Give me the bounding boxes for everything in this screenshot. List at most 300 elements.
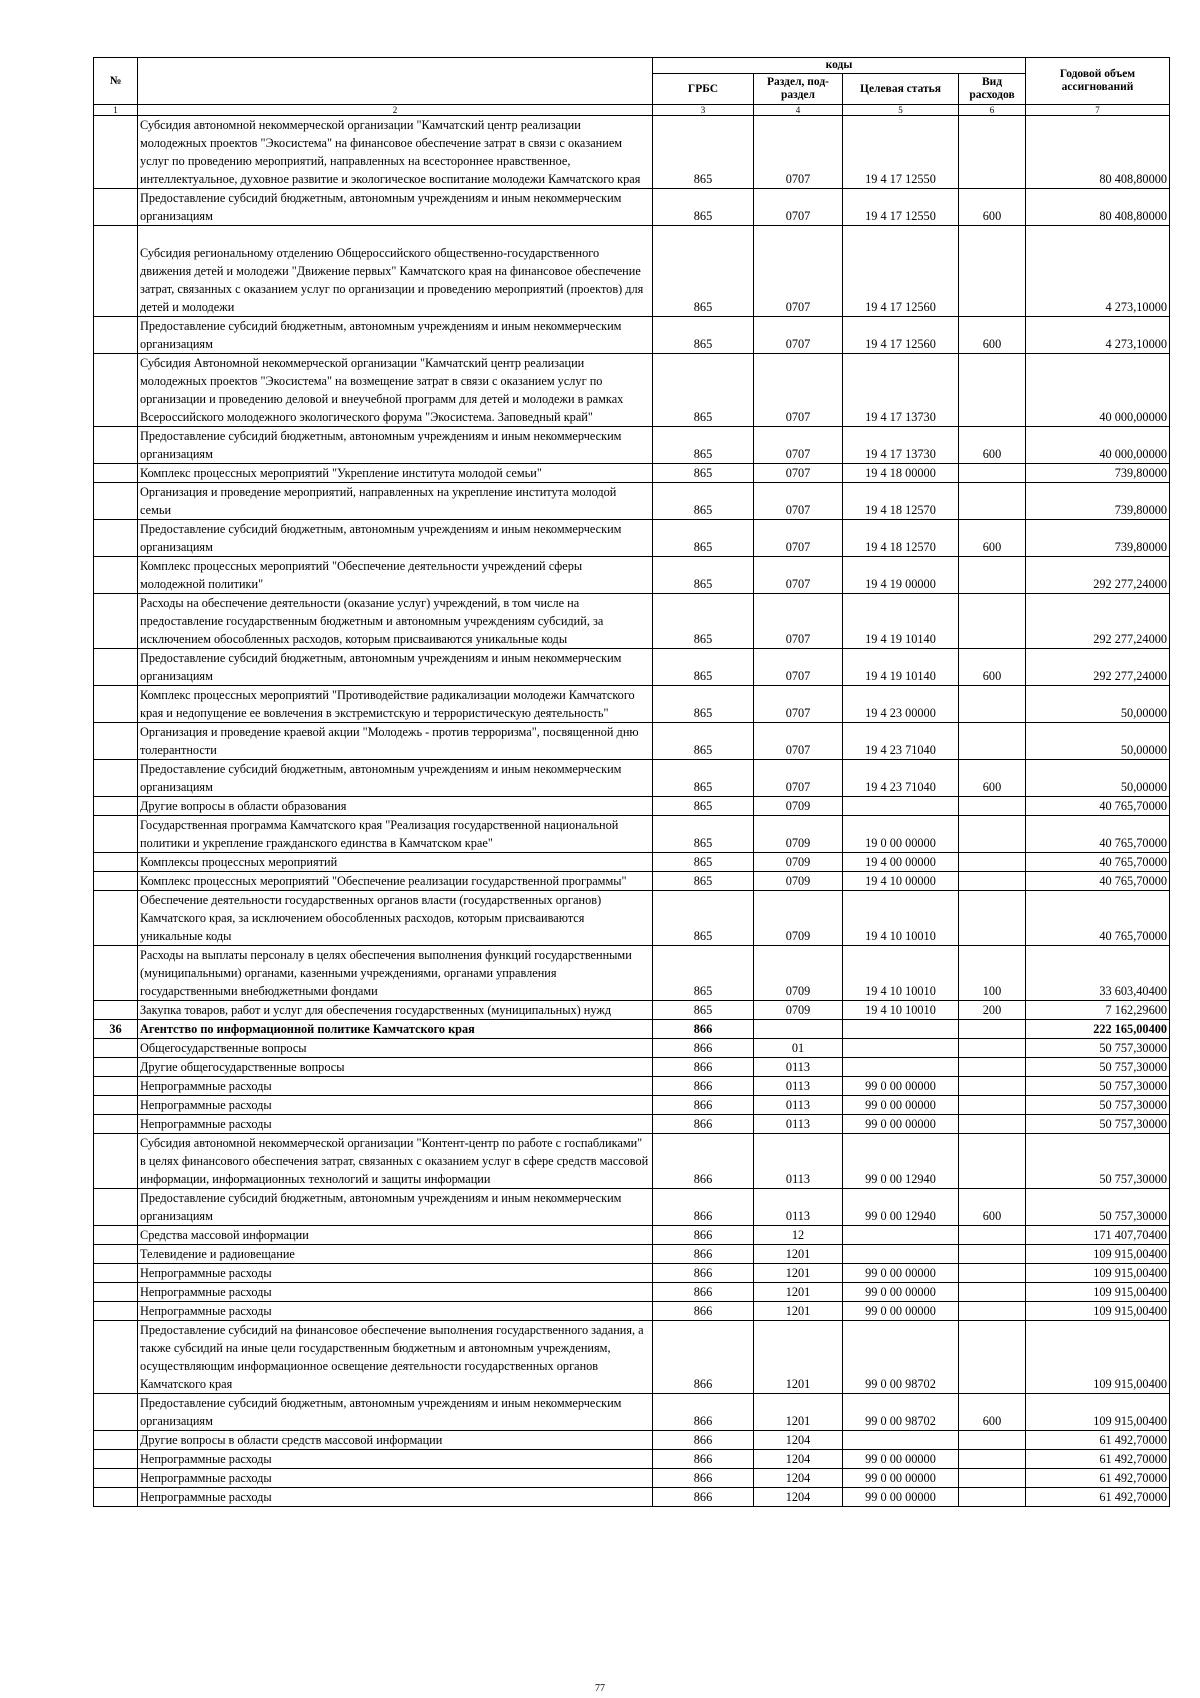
row-section: 0113 bbox=[754, 1189, 843, 1226]
table-row bbox=[94, 226, 1170, 317]
page-number: 77 bbox=[595, 1683, 605, 1694]
row-amount: 4 273,10000 bbox=[1026, 317, 1170, 354]
row-section: 0707 bbox=[754, 116, 843, 189]
row-grbs: 866 bbox=[653, 1450, 754, 1469]
row-grbs: 865 bbox=[653, 1001, 754, 1020]
row-amount: 40 765,70000 bbox=[1026, 816, 1170, 853]
row-grbs: 866 bbox=[653, 1488, 754, 1507]
row-grbs: 866 bbox=[653, 1077, 754, 1096]
row-grbs: 866 bbox=[653, 1302, 754, 1321]
row-grbs: 865 bbox=[653, 557, 754, 594]
row-name: Предоставление субсидий на финансовое обеспечение выполнения государственного задания, а также субсидий на иные цели государственным бюджетным и автономным учреждениям, осуществляющим информационное освещение деятельности государственных органов Камчатского края bbox=[138, 1321, 653, 1394]
table-row bbox=[94, 483, 1170, 520]
row-number bbox=[94, 1134, 138, 1189]
row-grbs: 865 bbox=[653, 872, 754, 891]
row-target bbox=[843, 1020, 959, 1039]
row-section: 0709 bbox=[754, 872, 843, 891]
row-target: 99 0 00 98702 bbox=[843, 1321, 959, 1394]
row-section: 0707 bbox=[754, 520, 843, 557]
row-grbs: 865 bbox=[653, 226, 754, 317]
row-name: Субсидия автономной некоммерческой организации "Камчатский центр реализации молодежных проектов "Экосистема" на финансовое обеспечение затрат в связи с оказанием услуг по проведению мероприятий, направленных на всестороннее нравственное, интеллектуальное, духовное развитие и экологическое воспитание молодежи Камчатского края bbox=[138, 116, 653, 189]
table-row bbox=[94, 1450, 1170, 1469]
row-grbs: 866 bbox=[653, 1189, 754, 1226]
row-expense-type bbox=[959, 1039, 1026, 1058]
row-target: 19 4 19 10140 bbox=[843, 594, 959, 649]
table-row bbox=[94, 354, 1170, 427]
row-name: Непрограммные расходы bbox=[138, 1077, 653, 1096]
row-amount: 50 757,30000 bbox=[1026, 1039, 1170, 1058]
row-target bbox=[843, 1039, 959, 1058]
row-target bbox=[843, 1431, 959, 1450]
row-expense-type: 600 bbox=[959, 520, 1026, 557]
table-row bbox=[94, 1264, 1170, 1283]
col-number: 6 bbox=[959, 105, 1026, 116]
row-number bbox=[94, 1039, 138, 1058]
row-number bbox=[94, 1321, 138, 1394]
table-row bbox=[94, 594, 1170, 649]
table-row bbox=[94, 1077, 1170, 1096]
row-section: 0113 bbox=[754, 1134, 843, 1189]
row-section: 0709 bbox=[754, 797, 843, 816]
row-section: 0113 bbox=[754, 1058, 843, 1077]
row-target bbox=[843, 797, 959, 816]
row-section: 0707 bbox=[754, 557, 843, 594]
row-target: 19 4 10 10010 bbox=[843, 946, 959, 1001]
row-expense-type: 600 bbox=[959, 1394, 1026, 1431]
row-target: 99 0 00 12940 bbox=[843, 1134, 959, 1189]
row-expense-type bbox=[959, 891, 1026, 946]
row-name: Предоставление субсидий бюджетным, автономным учреждениям и иным некоммерческим организациям bbox=[138, 649, 653, 686]
row-section: 0707 bbox=[754, 760, 843, 797]
row-section: 0707 bbox=[754, 354, 843, 427]
row-section: 1201 bbox=[754, 1245, 843, 1264]
row-section: 1201 bbox=[754, 1264, 843, 1283]
row-number bbox=[94, 1394, 138, 1431]
table-row bbox=[94, 797, 1170, 816]
row-grbs: 866 bbox=[653, 1264, 754, 1283]
row-grbs: 865 bbox=[653, 797, 754, 816]
row-expense-type bbox=[959, 1134, 1026, 1189]
row-target: 19 4 18 12570 bbox=[843, 483, 959, 520]
row-target: 99 0 00 00000 bbox=[843, 1115, 959, 1134]
row-section: 0707 bbox=[754, 427, 843, 464]
row-target: 19 0 00 00000 bbox=[843, 816, 959, 853]
row-amount: 109 915,00400 bbox=[1026, 1264, 1170, 1283]
col-number: 5 bbox=[843, 105, 959, 116]
row-amount: 109 915,00400 bbox=[1026, 1394, 1170, 1431]
table-row bbox=[94, 1134, 1170, 1189]
row-name: Телевидение и радиовещание bbox=[138, 1245, 653, 1264]
row-section: 1201 bbox=[754, 1283, 843, 1302]
row-section: 0707 bbox=[754, 649, 843, 686]
row-expense-type bbox=[959, 1302, 1026, 1321]
row-amount: 292 277,24000 bbox=[1026, 649, 1170, 686]
header-section: Раздел, под-раздел bbox=[754, 74, 843, 105]
table-row bbox=[94, 872, 1170, 891]
row-grbs: 866 bbox=[653, 1115, 754, 1134]
table-row bbox=[94, 1189, 1170, 1226]
row-target: 99 0 00 00000 bbox=[843, 1469, 959, 1488]
table-row bbox=[94, 1039, 1170, 1058]
row-number bbox=[94, 354, 138, 427]
row-expense-type bbox=[959, 464, 1026, 483]
row-amount: 80 408,80000 bbox=[1026, 189, 1170, 226]
table-row bbox=[94, 189, 1170, 226]
row-name: Комплекс процессных мероприятий "Противодействие радикализации молодежи Камчатского края и недопущение ее вовлечения в экстремистскую и террористическую деятельность" bbox=[138, 686, 653, 723]
table-row bbox=[94, 760, 1170, 797]
row-section: 0707 bbox=[754, 483, 843, 520]
row-section: 0709 bbox=[754, 1001, 843, 1020]
row-name: Общегосударственные вопросы bbox=[138, 1039, 653, 1058]
row-grbs: 866 bbox=[653, 1431, 754, 1450]
table-row bbox=[94, 1096, 1170, 1115]
row-grbs: 865 bbox=[653, 723, 754, 760]
row-grbs: 866 bbox=[653, 1058, 754, 1077]
header-name bbox=[138, 58, 653, 105]
row-amount: 33 603,40400 bbox=[1026, 946, 1170, 1001]
table-row bbox=[94, 686, 1170, 723]
row-name: Агентство по информационной политике Камчатского края bbox=[138, 1020, 653, 1039]
table-row bbox=[94, 891, 1170, 946]
row-grbs: 865 bbox=[653, 853, 754, 872]
col-number: 2 bbox=[138, 105, 653, 116]
row-name: Организация и проведение мероприятий, направленных на укрепление института молодой семьи bbox=[138, 483, 653, 520]
table-row bbox=[94, 1226, 1170, 1245]
table-row bbox=[94, 116, 1170, 189]
row-name: Комплекс процессных мероприятий "Обеспечение деятельности учреждений сферы молодежной политики" bbox=[138, 557, 653, 594]
row-grbs: 866 bbox=[653, 1134, 754, 1189]
row-expense-type bbox=[959, 816, 1026, 853]
row-name: Расходы на обеспечение деятельности (оказание услуг) учреждений, в том числе на предоставление государственным бюджетным и автономным учреждениям субсидий, за исключением обособленных расходов, которым присваиваются уникальные коды bbox=[138, 594, 653, 649]
row-number bbox=[94, 594, 138, 649]
table-row bbox=[94, 1302, 1170, 1321]
row-expense-type bbox=[959, 872, 1026, 891]
row-section: 1204 bbox=[754, 1488, 843, 1507]
row-name: Субсидия региональному отделению Общероссийского общественно-государственного движения детей и молодежи "Движение первых" Камчатского края на финансовое обеспечение затрат, связанных с оказанием услуг по организации и проведению мероприятий (проектов) для детей и молодежи bbox=[138, 226, 653, 317]
row-target: 99 0 00 12940 bbox=[843, 1189, 959, 1226]
row-name: Предоставление субсидий бюджетным, автономным учреждениям и иным некоммерческим организациям bbox=[138, 427, 653, 464]
row-expense-type bbox=[959, 1077, 1026, 1096]
row-number bbox=[94, 1264, 138, 1283]
table-row bbox=[94, 464, 1170, 483]
row-grbs: 865 bbox=[653, 354, 754, 427]
row-grbs: 865 bbox=[653, 891, 754, 946]
row-amount: 61 492,70000 bbox=[1026, 1431, 1170, 1450]
row-name: Другие вопросы в области средств массовой информации bbox=[138, 1431, 653, 1450]
row-amount: 222 165,00400 bbox=[1026, 1020, 1170, 1039]
row-target: 19 4 17 13730 bbox=[843, 354, 959, 427]
row-number bbox=[94, 1245, 138, 1264]
row-expense-type: 200 bbox=[959, 1001, 1026, 1020]
table-row bbox=[94, 1001, 1170, 1020]
table-row bbox=[94, 723, 1170, 760]
row-number bbox=[94, 1283, 138, 1302]
row-grbs: 866 bbox=[653, 1469, 754, 1488]
row-name: Обеспечение деятельности государственных органов власти (государственных органов) Камчатского края, за исключением обособленных расходов, которым присваиваются уникальные коды bbox=[138, 891, 653, 946]
row-expense-type bbox=[959, 1020, 1026, 1039]
row-section: 0709 bbox=[754, 891, 843, 946]
row-target: 19 4 23 00000 bbox=[843, 686, 959, 723]
row-amount: 40 765,70000 bbox=[1026, 797, 1170, 816]
table-row bbox=[94, 1058, 1170, 1077]
table-row bbox=[94, 1488, 1170, 1507]
row-number bbox=[94, 226, 138, 317]
row-target: 99 0 00 00000 bbox=[843, 1302, 959, 1321]
row-amount: 61 492,70000 bbox=[1026, 1488, 1170, 1507]
row-section: 1201 bbox=[754, 1302, 843, 1321]
row-target: 99 0 00 98702 bbox=[843, 1394, 959, 1431]
row-expense-type: 600 bbox=[959, 1189, 1026, 1226]
row-section: 0709 bbox=[754, 946, 843, 1001]
row-number bbox=[94, 872, 138, 891]
row-number bbox=[94, 1488, 138, 1507]
row-name: Предоставление субсидий бюджетным, автономным учреждениям и иным некоммерческим организациям bbox=[138, 760, 653, 797]
row-grbs: 865 bbox=[653, 189, 754, 226]
row-expense-type bbox=[959, 1096, 1026, 1115]
row-expense-type bbox=[959, 116, 1026, 189]
row-number bbox=[94, 1077, 138, 1096]
row-grbs: 866 bbox=[653, 1096, 754, 1115]
row-amount: 50 757,30000 bbox=[1026, 1134, 1170, 1189]
row-name: Субсидия Автономной некоммерческой организации "Камчатский центр реализации молодежных проектов "Экосистема" на возмещение затрат в связи с оказанием услуг по организации и проведению деловой и внеучебной программ для детей и молодежи в рамках Всероссийского молодежного экологического форума "Экосистема. Заповедный край" bbox=[138, 354, 653, 427]
row-number bbox=[94, 686, 138, 723]
row-section: 0707 bbox=[754, 594, 843, 649]
row-expense-type: 600 bbox=[959, 760, 1026, 797]
row-target: 99 0 00 00000 bbox=[843, 1283, 959, 1302]
row-number bbox=[94, 723, 138, 760]
row-expense-type bbox=[959, 797, 1026, 816]
row-grbs: 865 bbox=[653, 427, 754, 464]
row-target: 19 4 18 00000 bbox=[843, 464, 959, 483]
row-amount: 7 162,29600 bbox=[1026, 1001, 1170, 1020]
row-expense-type bbox=[959, 686, 1026, 723]
row-name: Комплекс процессных мероприятий "Укрепление института молодой семьи" bbox=[138, 464, 653, 483]
row-expense-type bbox=[959, 1450, 1026, 1469]
row-amount: 50 757,30000 bbox=[1026, 1077, 1170, 1096]
row-amount: 80 408,80000 bbox=[1026, 116, 1170, 189]
row-number bbox=[94, 520, 138, 557]
row-target: 19 4 10 00000 bbox=[843, 872, 959, 891]
row-grbs: 866 bbox=[653, 1394, 754, 1431]
header-target: Целевая статья bbox=[843, 74, 959, 105]
row-target: 19 4 00 00000 bbox=[843, 853, 959, 872]
row-name: Средства массовой информации bbox=[138, 1226, 653, 1245]
row-target: 19 4 23 71040 bbox=[843, 723, 959, 760]
row-number bbox=[94, 946, 138, 1001]
row-amount: 292 277,24000 bbox=[1026, 557, 1170, 594]
row-grbs: 865 bbox=[653, 946, 754, 1001]
row-amount: 739,80000 bbox=[1026, 520, 1170, 557]
row-target: 19 4 19 00000 bbox=[843, 557, 959, 594]
row-target: 19 4 17 12550 bbox=[843, 116, 959, 189]
row-name: Непрограммные расходы bbox=[138, 1302, 653, 1321]
row-name: Непрограммные расходы bbox=[138, 1488, 653, 1507]
header-exp-type: Вид расходов bbox=[959, 74, 1026, 105]
table-row bbox=[94, 1469, 1170, 1488]
col-number: 3 bbox=[653, 105, 754, 116]
row-amount: 109 915,00400 bbox=[1026, 1302, 1170, 1321]
row-section: 0709 bbox=[754, 853, 843, 872]
row-grbs: 865 bbox=[653, 686, 754, 723]
row-name: Непрограммные расходы bbox=[138, 1115, 653, 1134]
row-section: 12 bbox=[754, 1226, 843, 1245]
row-section: 0113 bbox=[754, 1115, 843, 1134]
row-expense-type bbox=[959, 557, 1026, 594]
row-expense-type bbox=[959, 1488, 1026, 1507]
row-number bbox=[94, 649, 138, 686]
row-section: 0707 bbox=[754, 686, 843, 723]
row-target: 99 0 00 00000 bbox=[843, 1488, 959, 1507]
row-number bbox=[94, 116, 138, 189]
row-section: 0707 bbox=[754, 226, 843, 317]
row-target: 19 4 17 12560 bbox=[843, 226, 959, 317]
header-amount: Годовой объем ассигнований bbox=[1026, 58, 1170, 105]
row-name: Комплекс процессных мероприятий "Обеспечение реализации государственной программы" bbox=[138, 872, 653, 891]
row-target: 19 4 23 71040 bbox=[843, 760, 959, 797]
row-number bbox=[94, 1431, 138, 1450]
table-row bbox=[94, 557, 1170, 594]
row-expense-type bbox=[959, 1469, 1026, 1488]
row-amount: 61 492,70000 bbox=[1026, 1469, 1170, 1488]
row-section bbox=[754, 1020, 843, 1039]
row-number bbox=[94, 1469, 138, 1488]
row-number bbox=[94, 1450, 138, 1469]
row-expense-type: 600 bbox=[959, 189, 1026, 226]
row-amount: 50 757,30000 bbox=[1026, 1058, 1170, 1077]
row-grbs: 865 bbox=[653, 816, 754, 853]
row-number bbox=[94, 1001, 138, 1020]
row-expense-type bbox=[959, 723, 1026, 760]
row-number bbox=[94, 1189, 138, 1226]
table-row bbox=[94, 317, 1170, 354]
row-section: 0707 bbox=[754, 723, 843, 760]
row-target bbox=[843, 1245, 959, 1264]
row-amount: 109 915,00400 bbox=[1026, 1283, 1170, 1302]
table-body bbox=[94, 116, 1170, 1507]
row-number bbox=[94, 1226, 138, 1245]
row-number bbox=[94, 1058, 138, 1077]
row-number bbox=[94, 760, 138, 797]
row-expense-type bbox=[959, 226, 1026, 317]
row-number: 36 bbox=[94, 1020, 138, 1039]
table-row bbox=[94, 946, 1170, 1001]
row-name: Непрограммные расходы bbox=[138, 1283, 653, 1302]
row-expense-type bbox=[959, 1431, 1026, 1450]
row-name: Организация и проведение краевой акции "Молодежь - против терроризма", посвященной дню толерантности bbox=[138, 723, 653, 760]
row-target: 19 4 10 10010 bbox=[843, 891, 959, 946]
row-amount: 739,80000 bbox=[1026, 464, 1170, 483]
row-section: 1201 bbox=[754, 1321, 843, 1394]
row-number bbox=[94, 427, 138, 464]
row-grbs: 865 bbox=[653, 760, 754, 797]
row-name: Государственная программа Камчатского края "Реализация государственной национальной политики и укрепление гражданского единства в Камчатском крае" bbox=[138, 816, 653, 853]
row-expense-type bbox=[959, 1245, 1026, 1264]
row-grbs: 866 bbox=[653, 1321, 754, 1394]
row-section: 0113 bbox=[754, 1096, 843, 1115]
header-grbs: ГРБС bbox=[653, 74, 754, 105]
row-target bbox=[843, 1226, 959, 1245]
table-row bbox=[94, 427, 1170, 464]
row-expense-type bbox=[959, 1283, 1026, 1302]
row-grbs: 866 bbox=[653, 1039, 754, 1058]
table-row bbox=[94, 1394, 1170, 1431]
table-row bbox=[94, 1321, 1170, 1394]
row-grbs: 865 bbox=[653, 520, 754, 557]
row-grbs: 865 bbox=[653, 116, 754, 189]
row-grbs: 866 bbox=[653, 1020, 754, 1039]
row-expense-type bbox=[959, 594, 1026, 649]
row-name: Другие общегосударственные вопросы bbox=[138, 1058, 653, 1077]
row-name: Субсидия автономной некоммерческой организации "Контент-центр по работе с госпабликами" в целях финансового обеспечения затрат, связанных с оказанием услуг в сфере средств массовой информации, информационных технологий и защиты информации bbox=[138, 1134, 653, 1189]
row-amount: 50 757,30000 bbox=[1026, 1189, 1170, 1226]
row-target: 99 0 00 00000 bbox=[843, 1077, 959, 1096]
col-number: 7 bbox=[1026, 105, 1170, 116]
row-name: Предоставление субсидий бюджетным, автономным учреждениям и иным некоммерческим организациям bbox=[138, 1394, 653, 1431]
row-number bbox=[94, 797, 138, 816]
row-expense-type bbox=[959, 1264, 1026, 1283]
row-number bbox=[94, 1302, 138, 1321]
row-expense-type bbox=[959, 1115, 1026, 1134]
row-name: Предоставление субсидий бюджетным, автономным учреждениям и иным некоммерческим организациям bbox=[138, 189, 653, 226]
row-expense-type: 100 bbox=[959, 946, 1026, 1001]
row-target: 19 4 17 12550 bbox=[843, 189, 959, 226]
row-grbs: 865 bbox=[653, 317, 754, 354]
row-section: 0707 bbox=[754, 317, 843, 354]
row-amount: 739,80000 bbox=[1026, 483, 1170, 520]
row-section: 0709 bbox=[754, 816, 843, 853]
row-section: 0707 bbox=[754, 189, 843, 226]
row-amount: 292 277,24000 bbox=[1026, 594, 1170, 649]
row-grbs: 865 bbox=[653, 649, 754, 686]
row-amount: 50,00000 bbox=[1026, 760, 1170, 797]
row-amount: 40 000,00000 bbox=[1026, 427, 1170, 464]
row-name: Предоставление субсидий бюджетным, автономным учреждениям и иным некоммерческим организациям bbox=[138, 317, 653, 354]
row-expense-type bbox=[959, 354, 1026, 427]
row-number bbox=[94, 1096, 138, 1115]
row-amount: 50,00000 bbox=[1026, 723, 1170, 760]
row-section: 0113 bbox=[754, 1077, 843, 1096]
row-section: 0707 bbox=[754, 464, 843, 483]
row-name: Расходы на выплаты персоналу в целях обеспечения выполнения функций государственными (муниципальными) органами, казенными учреждениями, органами управления государственными внебюджетными фондами bbox=[138, 946, 653, 1001]
row-name: Непрограммные расходы bbox=[138, 1469, 653, 1488]
row-target: 19 4 17 12560 bbox=[843, 317, 959, 354]
row-expense-type: 600 bbox=[959, 427, 1026, 464]
row-target: 19 4 17 13730 bbox=[843, 427, 959, 464]
row-amount: 171 407,70400 bbox=[1026, 1226, 1170, 1245]
row-amount: 40 765,70000 bbox=[1026, 872, 1170, 891]
row-target: 19 4 18 12570 bbox=[843, 520, 959, 557]
budget-table bbox=[93, 57, 1170, 1507]
row-name: Предоставление субсидий бюджетным, автономным учреждениям и иным некоммерческим организациям bbox=[138, 520, 653, 557]
table-row bbox=[94, 1020, 1170, 1039]
row-amount: 50 757,30000 bbox=[1026, 1115, 1170, 1134]
row-expense-type bbox=[959, 483, 1026, 520]
row-target: 99 0 00 00000 bbox=[843, 1450, 959, 1469]
row-amount: 40 765,70000 bbox=[1026, 853, 1170, 872]
row-name: Другие вопросы в области образования bbox=[138, 797, 653, 816]
row-expense-type bbox=[959, 853, 1026, 872]
row-section: 1201 bbox=[754, 1394, 843, 1431]
row-target: 99 0 00 00000 bbox=[843, 1096, 959, 1115]
row-expense-type: 600 bbox=[959, 649, 1026, 686]
row-grbs: 865 bbox=[653, 464, 754, 483]
row-number bbox=[94, 1115, 138, 1134]
table-row bbox=[94, 520, 1170, 557]
row-expense-type bbox=[959, 1321, 1026, 1394]
col-number: 1 bbox=[94, 105, 138, 116]
row-amount: 109 915,00400 bbox=[1026, 1245, 1170, 1264]
row-section: 1204 bbox=[754, 1450, 843, 1469]
